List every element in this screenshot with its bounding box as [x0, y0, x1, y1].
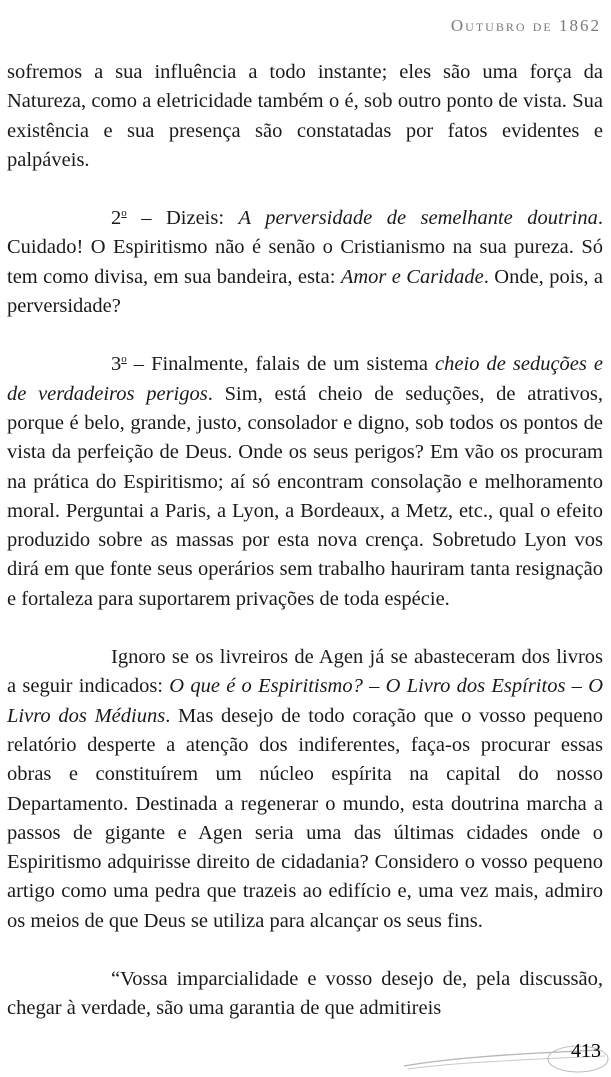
paragraph-4-lead: Ignoro se os livreiros de Agen já se abasteceram dos livros a seguir indicados:	[7, 646, 603, 698]
paragraph-4-tail: . Mas desejo de todo coração que o vosso pequeno relatório desperte a atenção dos indiferentes, faça-os procurar essas obras e constituírem um núcleo espírita na capital do nosso Departamento. Destinada a regenerar o mundo, esta doutrina marcha a passos de gigante e Agen seria uma das últimas cidades onde o Espiritismo adquirisse direito de cidadania? Considero o vosso pequeno artigo como uma pedra que trazeis ao edifício e, uma vez mais, admiro os meios de que Deus se utiliza para alcançar os seus fins.	[7, 704, 603, 932]
paragraph-3-lead: – Finalmente, falais de um sistema	[126, 353, 436, 376]
paragraph-3-italic-quote: cheio de seduções e de verdadeiros perigos	[7, 353, 603, 405]
paragraph-5: “Vossa imparcialidade e vosso desejo de, pela discussão, chegar à verdade, são uma garantia de que admitireis	[7, 968, 603, 1020]
paragraph-1: sofremos a sua influência a todo instante; eles são uma força da Natureza, como a eletricidade também o é, sob outro ponto de vista. Sua existência e sua presença são constatadas por fatos evidentes e palpáveis.	[7, 61, 603, 171]
paragraph-4	[7, 643, 603, 936]
paragraph-2-tail: . Onde, pois, a perversidade?	[7, 265, 603, 318]
running-head: Outubro de 1862	[450, 16, 601, 35]
paragraph-2-italic-quote: A perversidade de semelhante doutrina	[238, 207, 598, 230]
paragraph-2	[7, 204, 603, 321]
paragraph-2-lead: – Dizeis:	[126, 207, 239, 230]
body-text	[7, 58, 603, 1053]
paragraph-2-mid: . Cuidado! O Espiritismo não é senão o Cristianismo na sua pureza. Só tem como divisa, em sua bandeira, esta:	[7, 207, 603, 288]
ordinal-indicator: o	[121, 207, 127, 220]
paragraph-3-tail: . Sim, está cheio de seduções, de atrativos, porque é belo, grande, justo, consolador e digno, sob todos os pontos de vista da perfeição de Deus. Onde os seus perigos? Em vão os procuram na prática do Espiritismo; aí só encontram consolação e melhoramento moral. Perguntai a Paris, a Lyon, a Bordeaux, a Metz, etc., qual o efeito produzido sobre as massas por esta nova crença. Sobretudo Lyon vos dirá em que fonte seus operários sem trabalho hauriram tanta resignação e fortaleza para suportarem privações de toda espécie.	[7, 382, 603, 610]
page-number: 413	[571, 1040, 601, 1062]
item-number: 2	[111, 207, 122, 230]
paragraph-4-italic-titles: O que é o Espiritismo? – O Livro dos Espíritos – O Livro dos Médiuns	[7, 675, 603, 727]
ordinal-indicator: o	[121, 353, 127, 366]
paragraph-2-italic-motto: Amor e Caridade	[340, 265, 484, 288]
paragraph-3	[7, 350, 603, 614]
item-number: 3	[111, 353, 122, 376]
